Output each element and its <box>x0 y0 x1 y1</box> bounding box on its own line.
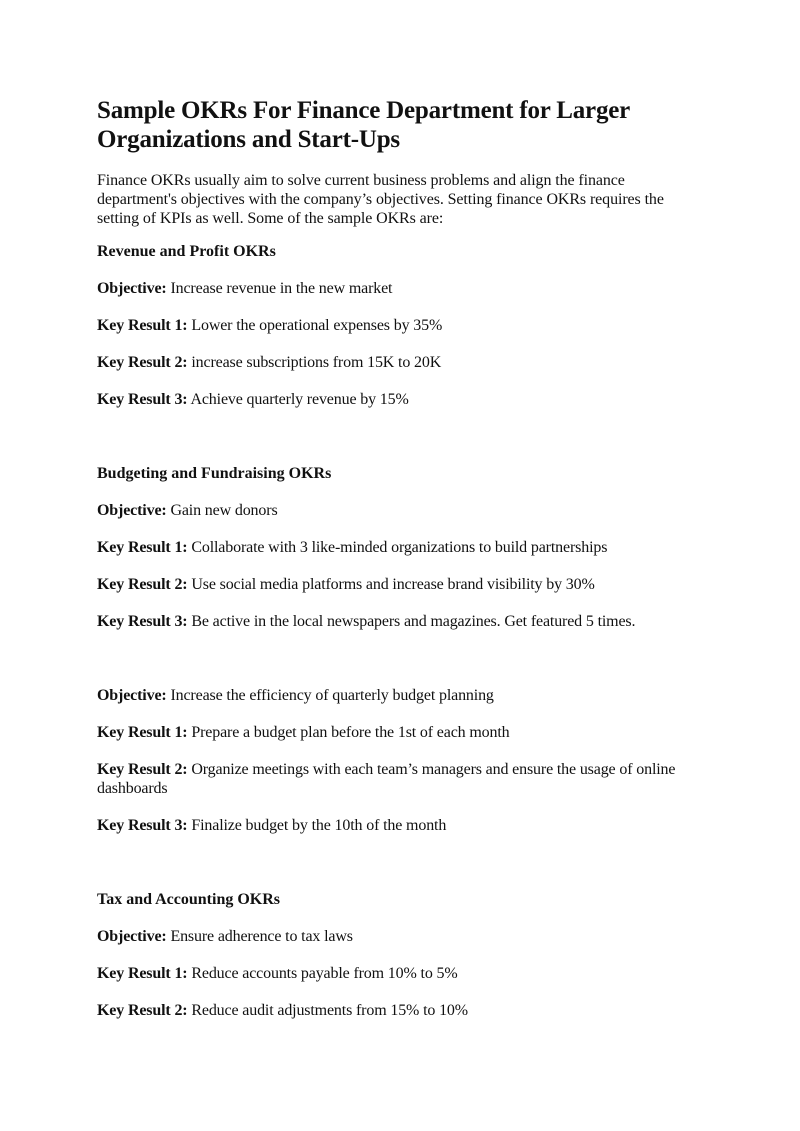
budgeting-key-result-3 <box>97 612 697 631</box>
key-result-label: Key Result 3: <box>97 613 188 630</box>
key-result-label: Key Result 2: <box>97 1002 188 1019</box>
budgeting-key-result-2 <box>97 575 697 594</box>
key-result-label: Key Result 1: <box>97 724 188 741</box>
key-result-label: Key Result 2: <box>97 576 188 593</box>
key-result-label: Key Result 1: <box>97 965 188 982</box>
key-result-text: Lower the operational expenses by 35% <box>191 317 443 334</box>
planning-key-result-2 <box>97 760 697 798</box>
key-result-label: Key Result 2: <box>97 761 188 778</box>
key-result-text: Use social media platforms and increase brand visibility by 30% <box>191 576 595 593</box>
revenue-objective <box>97 279 697 298</box>
key-result-text: Reduce audit adjustments from 15% to 10% <box>191 1002 468 1019</box>
section-heading-budgeting: Budgeting and Fundraising OKRs <box>97 465 332 482</box>
planning-key-result-3 <box>97 816 697 835</box>
planning-key-result-1 <box>97 723 697 742</box>
tax-key-result-1 <box>97 964 697 983</box>
tax-key-result-2 <box>97 1001 697 1020</box>
objective-label: Objective: <box>97 928 167 945</box>
key-result-text: Be active in the local newspapers and magazines. Get featured 5 times. <box>191 613 636 630</box>
key-result-text: increase subscriptions from 15K to 20K <box>191 354 442 371</box>
objective-text: Gain new donors <box>170 502 278 519</box>
objective-text: Ensure adherence to tax laws <box>170 928 353 945</box>
objective-text: Increase the efficiency of quarterly budget planning <box>170 687 494 704</box>
page-title: Sample OKRs For Finance Department for Larger Organizations and Start-Ups <box>97 97 630 153</box>
document-page <box>97 96 697 1038</box>
objective-label: Objective: <box>97 280 167 297</box>
key-result-text: Achieve quarterly revenue by 15% <box>190 391 409 408</box>
objective-label: Objective: <box>97 502 167 519</box>
key-result-label: Key Result 1: <box>97 317 188 334</box>
budgeting-key-result-1 <box>97 538 697 557</box>
key-result-text: Organize meetings with each team’s managers and ensure the usage of online dashboards <box>97 761 676 797</box>
key-result-text: Finalize budget by the 10th of the month <box>191 817 447 834</box>
budgeting-objective <box>97 501 697 520</box>
key-result-label: Key Result 1: <box>97 539 188 556</box>
key-result-text: Collaborate with 3 like-minded organizations to build partnerships <box>191 539 608 556</box>
revenue-key-result-1 <box>97 316 697 335</box>
section-heading-revenue: Revenue and Profit OKRs <box>97 243 276 260</box>
key-result-label: Key Result 3: <box>97 817 188 834</box>
revenue-key-result-3 <box>97 390 697 409</box>
section-spacer <box>97 853 697 890</box>
section-spacer <box>97 649 697 686</box>
objective-label: Objective: <box>97 687 167 704</box>
revenue-key-result-2 <box>97 353 697 372</box>
objective-text: Increase revenue in the new market <box>170 280 393 297</box>
key-result-text: Reduce accounts payable from 10% to 5% <box>191 965 458 982</box>
section-heading-tax: Tax and Accounting OKRs <box>97 891 281 908</box>
section-spacer <box>97 427 697 464</box>
key-result-text: Prepare a budget plan before the 1st of each month <box>191 724 510 741</box>
key-result-label: Key Result 2: <box>97 354 188 371</box>
key-result-label: Key Result 3: <box>97 391 188 408</box>
intro-paragraph: Finance OKRs usually aim to solve current business problems and align the finance department's objectives with the company’s objectives. Setting finance OKRs requires the setting of KPIs as well. Some of the sample OKRs are: <box>97 172 664 227</box>
planning-objective <box>97 686 697 705</box>
tax-objective <box>97 927 697 946</box>
